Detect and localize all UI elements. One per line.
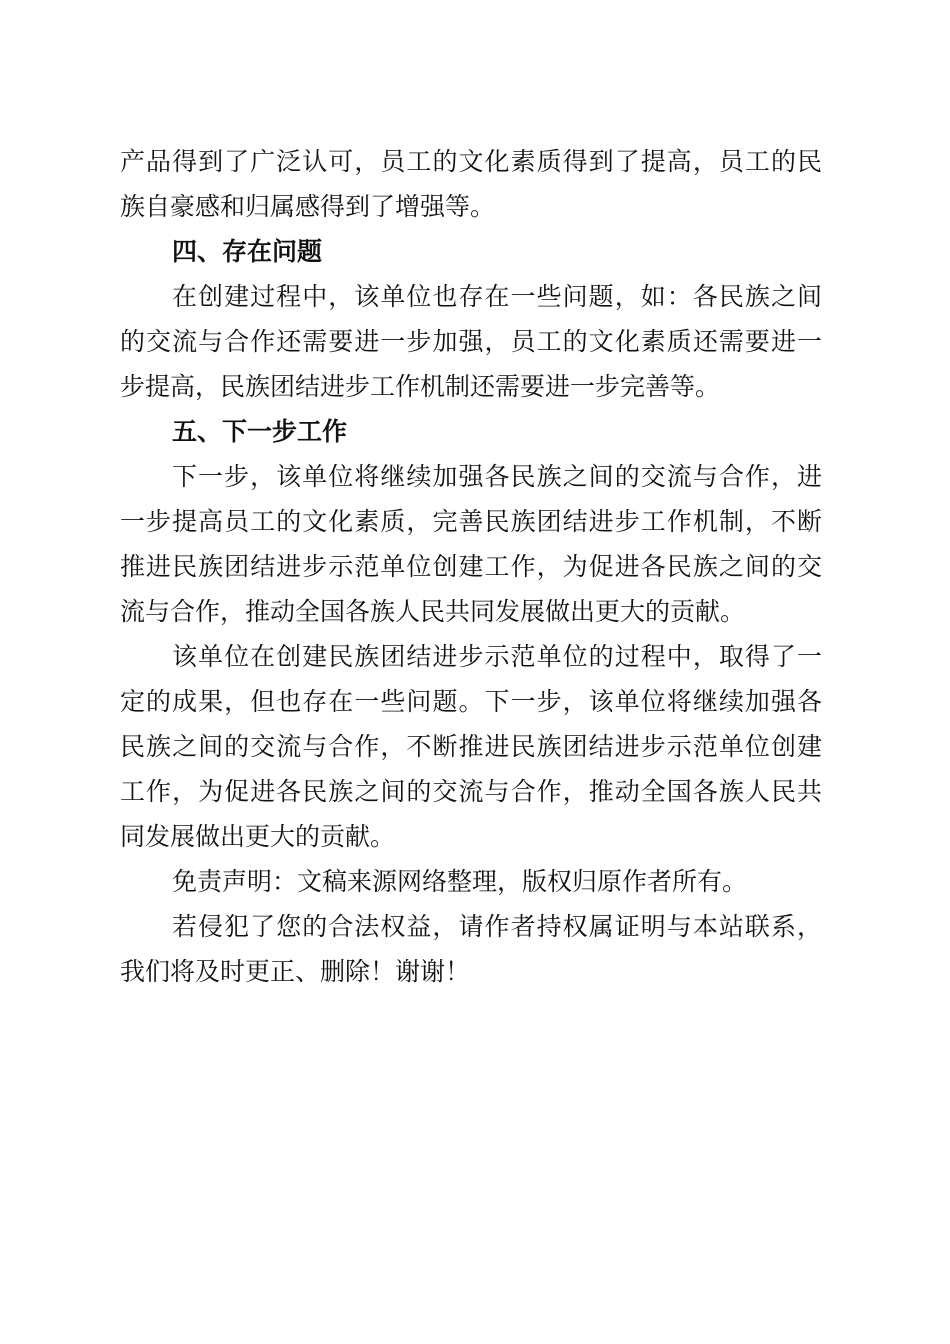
paragraph-next-steps xyxy=(120,454,822,634)
section-heading-next-steps xyxy=(120,409,822,454)
text-line: 族自豪感和归属感得到了增强等。 xyxy=(120,192,496,221)
text-line: 定的成果，但也存在一些问题。下一步，该单位将继续加强各 xyxy=(120,687,822,716)
text-line: 推进民族团结进步示范单位创建工作，为促进各民族之间的交 xyxy=(120,552,822,581)
text-line: 步提高，民族团结进步工作机制还需要进一步完善等。 xyxy=(120,372,721,401)
text-line: 一步提高员工的文化素质，完善民族团结进步工作机制，不断 xyxy=(120,507,822,536)
paragraph-continued xyxy=(120,139,822,229)
heading-text: 四、存在问题 xyxy=(172,237,323,266)
text-line: 民族之间的交流与合作，不断推进民族团结进步示范单位创建 xyxy=(120,732,822,761)
section-heading-problems xyxy=(120,229,822,274)
text-line: 流与合作，推动全国各族人民共同发展做出更大的贡献。 xyxy=(120,597,746,626)
text-line: 该单位在创建民族团结进步示范单位的过程中，取得了一 xyxy=(172,642,822,671)
disclaimer xyxy=(120,859,822,904)
text-line: 在创建过程中，该单位也存在一些问题，如：各民族之间 xyxy=(172,282,822,311)
text-line: 免责声明：文稿来源网络整理，版权归原作者所有。 xyxy=(172,867,748,896)
text-line: 工作，为促进各民族之间的交流与合作，推动全国各族人民共 xyxy=(120,777,822,806)
text-line: 同发展做出更大的贡献。 xyxy=(120,822,396,851)
text-line: 的交流与合作还需要进一步加强，员工的文化素质还需要进一 xyxy=(120,327,822,356)
text-line: 若侵犯了您的合法权益，请作者持权属证明与本站联系， xyxy=(172,912,822,941)
text-line: 我们将及时更正、删除！谢谢！ xyxy=(120,957,471,986)
paragraph-summary xyxy=(120,634,822,859)
heading-text: 五、下一步工作 xyxy=(172,417,348,446)
paragraph-problems xyxy=(120,274,822,409)
text-line: 产品得到了广泛认可，员工的文化素质得到了提高，员工的民 xyxy=(120,147,822,176)
document-page xyxy=(120,139,822,994)
copyright-notice xyxy=(120,904,822,994)
text-line: 下一步，该单位将继续加强各民族之间的交流与合作，进 xyxy=(172,462,822,491)
